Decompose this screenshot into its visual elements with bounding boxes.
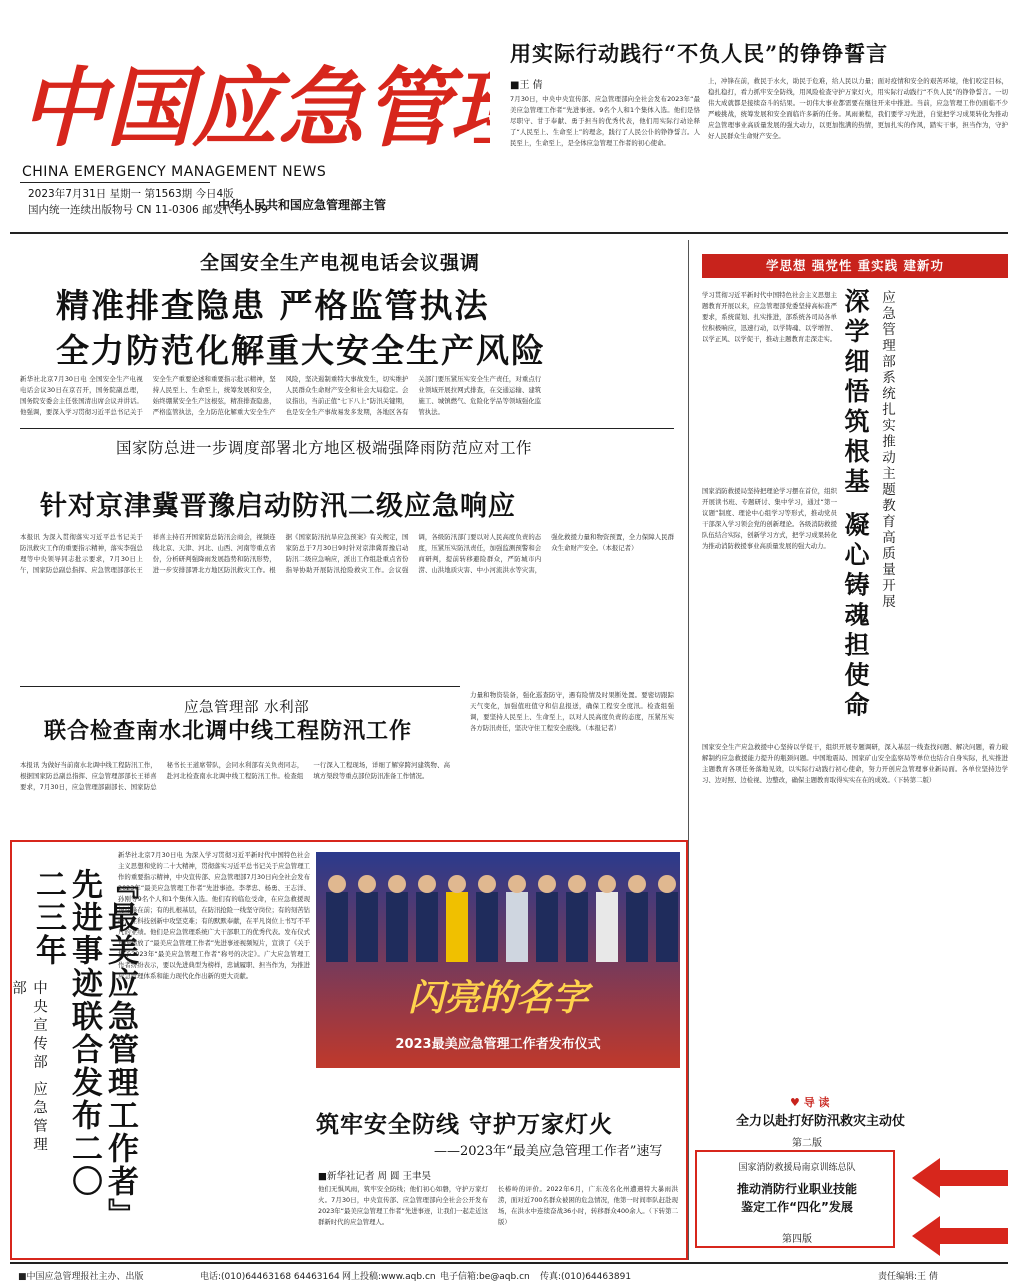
south-north-body-left: 本报讯 为做好当前南水北调中线工程防汛工作，根据国家防总副总指挥、应急管理部部长王祥喜要求，7月30日，应急管理部副部长、国家防总秘书长王道席带队，会同水利部有关负责同志，赴河北检查南水北调中线工程防汛工作。检查组一行深入工程现场，详细了解穿跨河建筑物、高填方渠段等重点部位防汛准备工作情况。: [20, 761, 450, 791]
lead-headline-1: 精准排查隐患 严格监管执法: [56, 286, 490, 325]
issue-number-line: 国内统一连续出版物号 CN 11-0306 邮发代号1-99: [28, 204, 268, 216]
guide-item-1-edition: 第二版: [792, 1138, 822, 1149]
masthead-english: CHINA EMERGENCY MANAGEMENT NEWS: [22, 164, 327, 180]
lead-body: 新华社北京7月30日电 全国安全生产电视电话会议30日在京召开，国务院副总理，国务院安委会主任张国清出席会议并讲话。他强调，要深入学习贯彻习近平总书记关于安全生产重要论述和重要指示批示精神，坚持人民至上、生命至上，统筹发展和安全，始终绷紧安全生产这根弦，精准排查隐患，严格监管执法，全力防范化解重大安全生产风险，坚决遏制重特大事故发生，切实维护人民群众生命财产安全和社会大局稳定。会议指出，当前正值“七下八上”防汛关键期，也是安全生产事故易发多发期，各地区各有关部门要压紧压实安全生产责任，对重点行业领域开展拉网式排查，在交通运输、建筑施工、城镇燃气、危险化学品等领域强化监管执法。: [20, 375, 542, 416]
feature-subtitle: ——2023年“最美应急管理工作者”速写: [434, 1144, 663, 1159]
arrow-left-icon: [912, 1158, 1008, 1256]
footer-fax: 传真:(010)64463891: [540, 1272, 632, 1282]
right-vertical-title-text: 深学细悟筑根基 凝心铸魂担使命: [841, 288, 870, 722]
south-north-kicker: 应急管理部 水利部: [184, 700, 310, 716]
lead-divider: [20, 428, 674, 429]
south-north-headline: 联合检查南水北调中线工程防汛工作: [44, 718, 413, 744]
right-vertical-subtitle: [876, 290, 902, 710]
right-body-2: 国家消防救援局坚持把理论学习摆在首位，组织开展读书班、专题研讨、集中学习，通过“第一议题”制度、理论中心组学习等形式，推动党员干部深入学习领会党的创新理论。各级消防救援队伍结合实际，创新学习方式，把学习成果转化为推动消防救援事业高质量发展的强大动力。: [702, 487, 837, 550]
footer-phone: 电话:(010)64463168 64463164: [200, 1272, 340, 1282]
footer-editor: 责任编辑:王 倩: [878, 1272, 938, 1282]
feature-headline: 筑牢安全防线 守护万家灯火: [316, 1111, 614, 1138]
column-divider: [688, 240, 689, 1260]
feature-body: 新华社北京7月30日电 为深入学习贯彻习近平新时代中国特色社会主义思想和党的二十大精神，贯彻落实习近平总书记关于应急管理工作的重要指示精神，中央宣传部、应急管理部7月30日向全社会发布2023年“最美应急管理工作者”先进事迹。李孝忠、杨勇、王志洋、孙刚等9名个人和1个集体入选。他们有的临危受命，在应急救援现场冲锋在前；有的扎根基层，在防汛抢险一线坚守岗位；有的刻苦钻研，在科技创新中攻坚克难；有的默默奉献，在平凡岗位上书写不平凡的业绩。他们是应急管理系统广大干部职工的优秀代表。发布仪式现场播放了“最美应急管理工作者”先进事迹视频短片，宣读了《关于授予2023年“最美应急管理工作者”称号的决定》。广大应急管理工作者纷纷表示，要以先进典型为榜样，忠诚履职、担当作为，为推进应急管理体系和能力现代化作出新的更大贡献。: [118, 851, 310, 980]
sponsor-line: 中华人民共和国应急管理部主管: [218, 198, 387, 212]
masthead-rule: [20, 182, 210, 183]
guide-item-2-title-line-1: 推动消防行业职业技能: [736, 1182, 857, 1196]
flood-headline: 针对京津冀晋豫启动防汛二级应急响应: [40, 491, 516, 522]
theme-banner: 学思想 强党性 重实践 建新功: [702, 254, 1008, 278]
masthead-logo: [20, 38, 490, 158]
flood-kicker: 国家防总进一步调度部署北方地区极端强降雨防范应对工作: [116, 439, 533, 457]
guide-item-2-title-line-2: 鉴定工作“四化”发展: [741, 1200, 853, 1214]
feature-vertical-subtitle: [8, 980, 47, 1170]
photo-banner-text: 闪亮的名字: [407, 977, 589, 1019]
footer-website[interactable]: 网上投稿:www.aqb.cn: [342, 1272, 436, 1282]
guide-item-2-edition: 第四版: [782, 1234, 812, 1245]
highlight-arrows: [910, 1150, 1010, 1260]
footer-publisher: ■中国应急管理报社主办、出版: [18, 1272, 144, 1282]
flood-body: 本报讯 为深入贯彻落实习近平总书记关于防汛救灾工作的重要指示精神，落实李强总理等中央领导同志批示要求，7月30日上午，国家防总副总指挥、应急管理部部长王祥喜主持召开国家防总防汛会商会，视频连线北京、天津、河北、山西、河南等重点省份，分析研判强降雨发展趋势和防汛形势，进一步安排部署北方地区防汛救灾工作。根据《国家防汛抗旱应急预案》有关规定，国家防总于7月30日9时针对京津冀晋豫启动防汛二级应急响应，派出工作组赴重点省份指导协助开展防汛抢险救灾工作。会议强调，各级防汛部门要以对人民高度负责的态度，压紧压实防汛责任，加强监测预警和会商研判，提前转移避险群众，严防城市内涝、山洪地质灾害、中小河流洪水等灾害，强化救援力量和物资预置，全力保障人民群众生命财产安全。（本报记者）: [20, 533, 674, 574]
top-right-column-2: 上，冲锋在前，救民于水火，助民于危难，给人民以力量；面对疫情和安全的艰苦环境，他们咬定目标，稳扎稳打，看力抓牢安全防线，用风险检查守护万家灯火，用实际行动践行“不负人民”的铮铮誓言。一切伟大成就都是接续奋斗的结果。一切伟大事业都需要在继往开来中推进。当前，应急管理工作仍面临不少严峻挑战，统筹发展和安全面临许多新的任务。风雨兼程，我们要学习先进，自觉把学习成果转化为推动应急管理事业高质量发展的强大动力，以更加饱满的热情，更加扎实的作风，踏实干事，担当作为，守护好人民群众生命财产安全。: [708, 77, 1008, 140]
right-vertical-title: [838, 288, 876, 748]
photo-caption: 2023最美应急管理工作者发布仪式: [395, 1037, 601, 1052]
issue-date-line: 2023年7月31日 星期一 第1563期 今日4版: [28, 188, 234, 200]
right-body-1: 学习贯彻习近平新时代中国特色社会主义思想主题教育开展以来，应急管理部党委坚持高标准严要求，系统谋划、扎实推进，部系统各司局各单位积极响应，迅速行动，以学铸魂、以学增智、以学正风、以学促干，推动主题教育走深走实。: [702, 291, 837, 343]
feature-vertical-subtitle-text: 中央宣传部 应急管理部: [10, 980, 47, 1156]
guide-item-2-source: 国家消防救援局南京训练总队: [738, 1163, 856, 1173]
logo-text: 中国应急管: [20, 58, 450, 158]
lead-kicker: 全国安全生产电视电话会议强调: [200, 252, 481, 274]
flood-divider: [20, 686, 460, 687]
guide-item-1[interactable]: 全力以赴打好防汛救灾主动仗: [736, 1114, 906, 1129]
top-right-column-1: 7月30日，中央中央宣传部、应急管理部向全社会发布2023年“最美应急管理工作者”先进事迹。9名个人和1个集体入选。他们是恪尽职守、甘于奉献、勇于担当的优秀代表，他们用实际行动诠释了“人民至上、生命至上”的理念，践行了人民公仆的铮铮誓言。人民至上，生命至上，是全体应急管理工作者的初心使命。: [510, 95, 700, 147]
feature-column-2: 长椿岭的评价。2022年6月，广东茂名化州遭遇特大暴雨洪涝，面对近700名群众被困的危急情况，他第一时间率队赶赴现场，在洪水中连续奋战36小时，转移群众400余人。（下转第二版）: [498, 1185, 678, 1226]
right-body-3: 国家安全生产应急救援中心坚持以学促干，组织开展专题调研，深入基层一线查找问题、解决问题，着力破解制约应急救援能力提升的瓶颈问题。中国地震局、国家矿山安全监察局等单位也结合自身实际，扎实推进主题教育各项任务落地见效，以实际行动践行初心使命，努力开创应急管理事业新局面。各单位坚持边学习、边对照、边检视、边整改，确保主题教育取得实实在在的成效。（下转第二版）: [702, 743, 1008, 784]
footer-rule: [10, 1262, 1008, 1264]
top-right-author: ■王 倩: [510, 80, 543, 91]
feature-vertical-title-text: 『最美应急管理工作者』先进事迹联合发布二〇二三年: [30, 868, 138, 1216]
feature-column-1: 他们无惧风雨，筑牢安全防线；他们初心如磐，守护万家灯火。7月30日，中央宣传部、应急管理部向全社会公开发布2023年“最美应急管理工作者”先进事迹，让我们一起走近这群新时代的应急管理人。: [318, 1185, 488, 1226]
guide-item-2-title[interactable]: [712, 1180, 882, 1216]
footer-email[interactable]: 电子信箱:be@aqb.cn: [440, 1272, 530, 1282]
south-north-body-right: 力量和物资装备，强化巡查防守，遇有险情及时果断处置。要密切跟踪天气变化，加强值班值守和信息报送，确保工程安全度汛。检查组强调，要坚持人民至上、生命至上，以对人民高度负责的态度，压紧压实各方防汛责任，坚决守住工程安全底线。（本报记者）: [470, 691, 674, 732]
guide-heading: ♥ 导 读: [790, 1096, 830, 1109]
feature-byline: ■新华社记者 周 圆 王聿昊: [318, 1171, 432, 1182]
feature-photo: [316, 852, 680, 1068]
footer: [0, 1266, 1016, 1288]
top-divider: [10, 232, 1008, 234]
lead-headline-2: 全力防范化解重大安全生产风险: [56, 331, 546, 370]
right-vertical-subtitle-text: 应急管理部系统扎实推动主题教育高质量开展: [879, 290, 895, 610]
top-right-title: 用实际行动践行“不负人民”的铮铮誓言: [510, 41, 889, 66]
